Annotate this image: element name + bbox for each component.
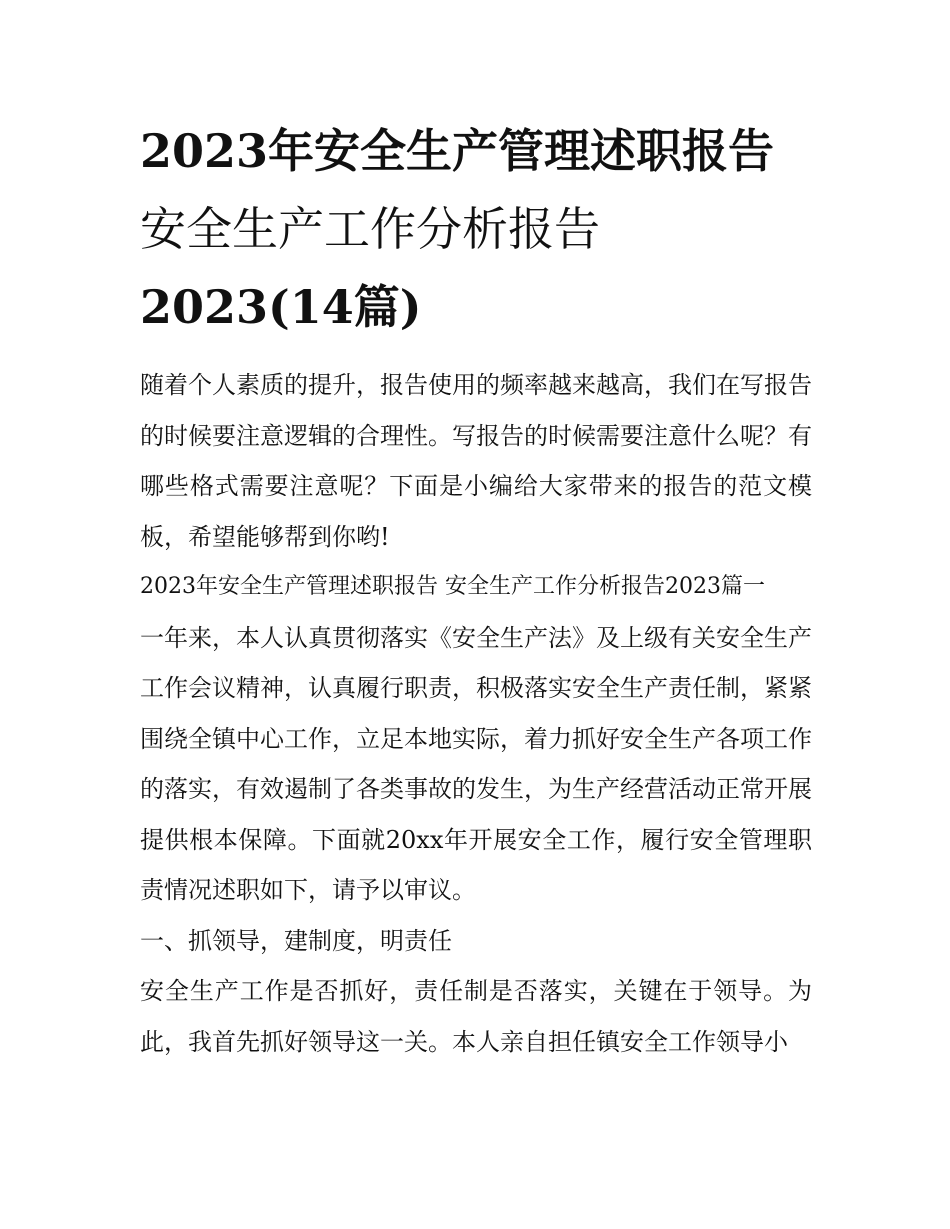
body-paragraph-2: 安全生产工作是否抓好，责任制是否落实，关键在于领导。为此，我首先抓好领导这一关。本人亲自担任镇安全工作领导小 bbox=[140, 977, 812, 1056]
section-heading-1: 2023年安全生产管理述职报告 安全生产工作分析报告2023篇一 bbox=[140, 574, 765, 599]
intro-paragraph: 随着个人素质的提升，报告使用的频率越来越高，我们在写报告的时候要注意逻辑的合理性。写报告的时候需要注意什么呢？有哪些格式需要注意呢？下面是小编给大家带来的报告的范文模板，希望能够帮到你哟! bbox=[140, 371, 812, 551]
title-line-3: 2023(14篇) bbox=[140, 280, 422, 334]
document-title bbox=[140, 112, 812, 346]
subsection-heading-1: 一、抓领导，建制度，明责任 bbox=[140, 926, 452, 955]
document-body bbox=[140, 360, 812, 1067]
title-line-1: 2023年安全生产管理述职报告 bbox=[140, 124, 775, 178]
document-page bbox=[140, 112, 812, 1067]
body-paragraph-1: 一年来，本人认真贯彻落实《安全生产法》及上级有关安全生产工作会议精神，认真履行职责，积极落实安全生产责任制，紧紧围绕全镇中心工作，立足本地实际，着力抓好安全生产各项工作的落实，有效遏制了各类事故的发生，为生产经营活动正常开展提供根本保障。下面就20xx年开展安全工作，履行安全管理职责情况述职如下，请予以审议。 bbox=[140, 623, 812, 904]
title-line-2: 安全生产工作分析报告 bbox=[140, 202, 600, 256]
